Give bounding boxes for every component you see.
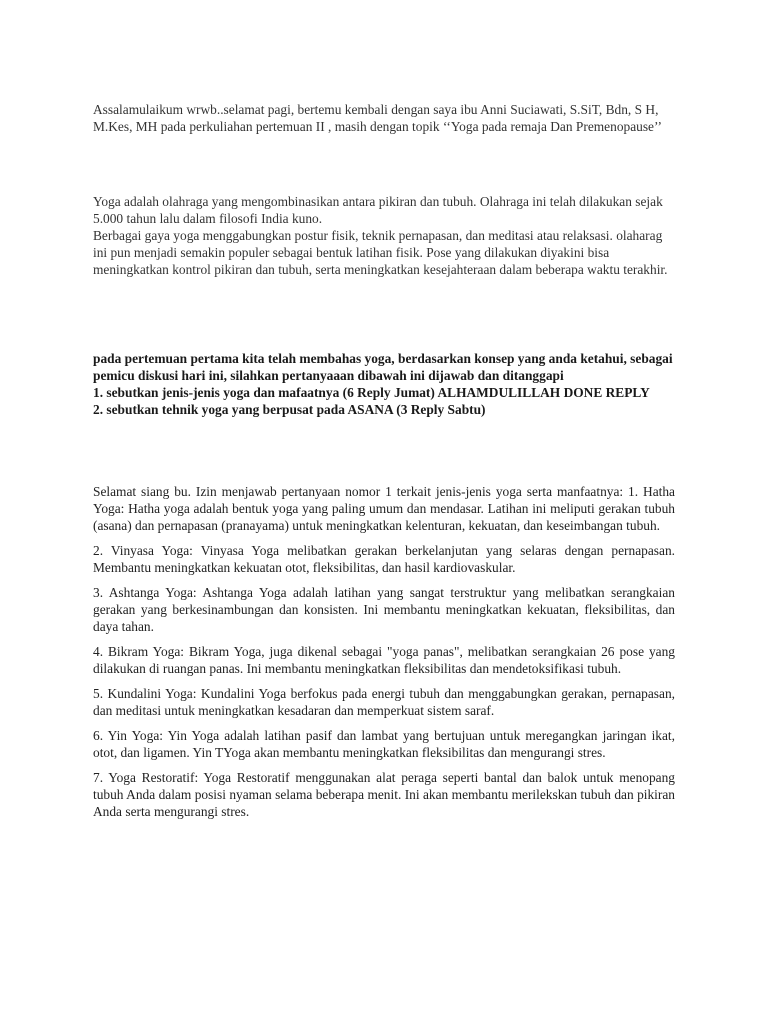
discussion-questions-section <box>93 350 675 418</box>
yoga-styles-paragraph: Berbagai gaya yoga menggabungkan postur fisik, teknik pernapasan, dan meditasi atau relaksasi. olaharag ini pun menjadi semakin populer sebagai bentuk latihan fisik. Pose yang dilakukan diyakini bisa meningkatkan kontrol pikiran dan tubuh, serta meningkatkan kesejahteraan dalam beberapa waktu terakhir. <box>93 228 668 277</box>
answer-kundalini-yoga: 5. Kundalini Yoga: Kundalini Yoga berfokus pada energi tubuh dan menggabungkan gerakan, pernapasan, dan meditasi untuk meningkatkan kesadaran dan memperkuat sistem saraf. <box>93 686 675 718</box>
discussion-prompt: pada pertemuan pertama kita telah membahas yoga, berdasarkan konsep yang anda ketahui, sebagai pemicu diskusi hari ini, silahkan pertanyaaan dibawah ini dijawab dan ditanggapi <box>93 351 673 383</box>
answer-vinyasa-yoga: 2. Vinyasa Yoga: Vinyasa Yoga melibatkan gerakan berkelanjutan yang selaras dengan pernapasan. Membantu meningkatkan kekuatan otot, fleksibilitas, dan hasil kardiovaskular. <box>93 543 675 575</box>
answer-hatha-yoga: Selamat siang bu. Izin menjawab pertanyaan nomor 1 terkait jenis-jenis yoga serta manfaatnya: 1. Hatha Yoga: Hatha yoga adalah bentuk yoga yang paling umum dan mendasar. Latihan ini meliputi gerakan tubuh (asana) dan pernapasan (pranayama) untuk meningkatkan kelenturan, kekuatan, dan keseimbangan tubuh. <box>93 484 675 533</box>
answer-section <box>93 483 675 828</box>
question-1: 1. sebutkan jenis-jenis yoga dan mafaatnya (6 Reply Jumat) ALHAMDULILLAH DONE REPLY <box>93 385 650 400</box>
answer-bikram-yoga: 4. Bikram Yoga: Bikram Yoga, juga dikenal sebagai "yoga panas", melibatkan serangkaian 26 pose yang dilakukan di ruangan panas. Ini membantu meningkatkan fleksibilitas dan mendetoksifikasi tubuh. <box>93 644 675 676</box>
yoga-description-section <box>93 193 675 278</box>
greeting-paragraph: Assalamulaikum wrwb..selamat pagi, bertemu kembali dengan saya ibu Anni Suciawati, S.SiT, Bdn, S H, M.Kes, MH pada perkuliahan pertemuan II , masih dengan topik ‘‘Yoga pada remaja Dan Premenopause’’ <box>93 102 662 134</box>
greeting-section <box>93 101 675 135</box>
answer-restorative-yoga: 7. Yoga Restoratif: Yoga Restoratif menggunakan alat peraga seperti bantal dan balok untuk menopang tubuh Anda dalam posisi nyaman selama beberapa menit. Ini akan membantu merilekskan tubuh dan pikiran Anda serta mengurangi stres. <box>93 770 675 819</box>
question-2: 2. sebutkan tehnik yoga yang berpusat pada ASANA (3 Reply Sabtu) <box>93 402 486 417</box>
answer-ashtanga-yoga: 3. Ashtanga Yoga: Ashtanga Yoga adalah latihan yang sangat terstruktur yang melibatkan serangkaian gerakan yang berkesinambungan dan konsisten. Ini membantu meningkatkan kekuatan, fleksibilitas, dan daya tahan. <box>93 585 675 634</box>
yoga-definition-paragraph: Yoga adalah olahraga yang mengombinasikan antara pikiran dan tubuh. Olahraga ini telah dilakukan sejak 5.000 tahun lalu dalam filosofi India kuno. <box>93 194 663 226</box>
answer-yin-yoga: 6. Yin Yoga: Yin Yoga adalah latihan pasif dan lambat yang bertujuan untuk meregangkan jaringan ikat, otot, dan ligamen. Yin TYoga akan membantu meningkatkan fleksibilitas dan mengurangi stres. <box>93 728 675 760</box>
